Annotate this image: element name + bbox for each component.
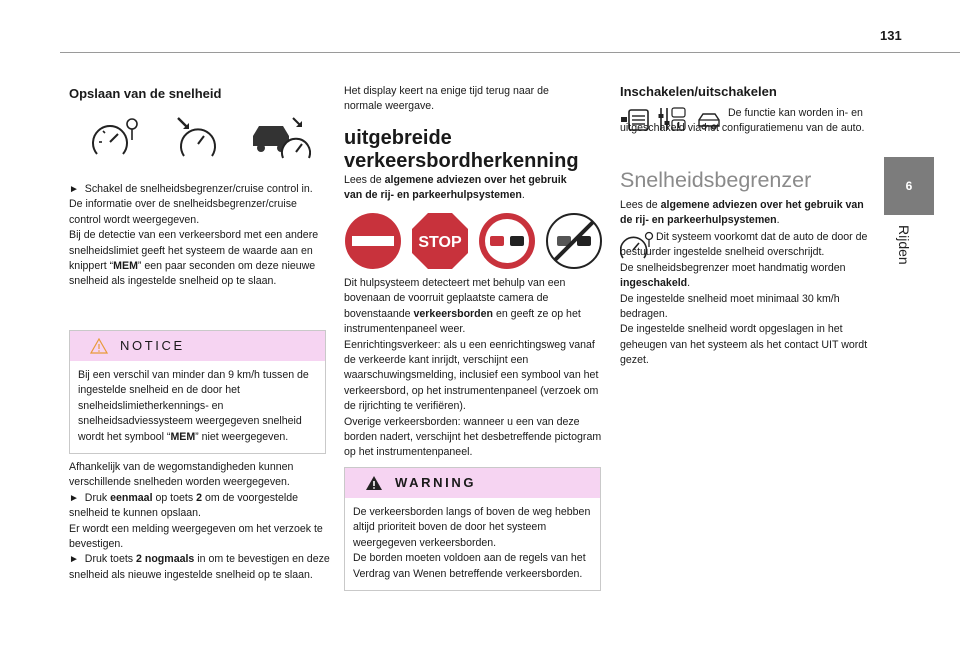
body-snelheidsbegrenzer xyxy=(620,230,882,369)
step-paragraph xyxy=(69,552,331,583)
text: op toets xyxy=(152,491,197,504)
heading-line: uitgebreide xyxy=(344,127,452,149)
arrow-icon: ► xyxy=(69,492,79,504)
paragraph: Dit systeem voorkomt dat de auto de door de bestuurder ingestelde snelheid overschrijdt. xyxy=(620,231,868,259)
notice-box xyxy=(69,330,326,454)
toggle-paragraph: De functie kan worden in- en uitgeschakeld via het configuratiemenu van de auto. xyxy=(620,107,865,135)
stop-sign-text: STOP xyxy=(418,234,462,251)
paragraph: Er wordt een melding weergegeven om het verzoek te bevestigen. xyxy=(69,522,323,551)
car-speedometer-icon xyxy=(249,116,311,160)
paragraph: De ingestelde snelheid moet minimaal 30 km/h bedragen. xyxy=(620,292,840,321)
heading-snelheidsbegrenzer: Snelheidsbegrenzer xyxy=(620,168,812,192)
text: Dit hulpsysteem detecteert met behulp van een bovenaan de voorruit geplaatste camera de bovenstaande xyxy=(344,277,566,320)
text: Lees de xyxy=(620,199,661,211)
notice-body xyxy=(70,361,325,453)
bold-text: eenmaal xyxy=(110,491,153,504)
warning-text: De borden moeten voldoen aan de regels van het Verdrag van Wenen betreffende verkeersborden. xyxy=(353,552,586,580)
text: De snelheidsbegrenzer moet handmatig worden xyxy=(620,261,846,274)
text: ” een paar seconden om deze nieuwe snelheid als ingestelde snelheid op te slaan. xyxy=(69,260,316,288)
speed-icons-row xyxy=(91,116,311,165)
stop-sign-icon xyxy=(411,212,469,270)
paragraph: Afhankelijk van de wegomstandigheden kunnen verschillende snelheden worden weergegeven. xyxy=(69,461,294,489)
paragraph: Overige verkeersborden: wanneer u een van deze borden nadert, verschijnt het desbetreffende pictogram op het instrumentenpaneel. xyxy=(344,415,602,459)
heading-line: verkeersbordherkenning xyxy=(344,150,579,172)
body-verkeersbord xyxy=(344,276,602,461)
text: . xyxy=(521,189,525,202)
heading-verkeersbord xyxy=(344,127,579,173)
text: om de voorgestelde snelheid te kunnen opslaan. xyxy=(69,491,299,520)
notice-title: NOTICE xyxy=(120,338,185,354)
paragraph xyxy=(69,228,331,290)
bold-text: ingeschakeld xyxy=(620,277,688,290)
arrow-icon: ► xyxy=(69,554,79,566)
warning-text: De verkeersborden langs of boven de weg hebben altijd prioriteit boven de door het systeem weergegeven verkeersborden. xyxy=(353,506,591,549)
reference-paragraph xyxy=(344,173,584,204)
bold-text: verkeersborden xyxy=(413,307,494,320)
paragraph: De informatie over de snelheidsbegrenzer/cruise control wordt weergegeven. xyxy=(69,198,297,226)
warning-title: WARNING xyxy=(395,475,477,491)
mem-label: MEM xyxy=(113,260,138,273)
body-afhankelijk xyxy=(69,460,331,583)
no-entry-sign-icon xyxy=(344,212,402,270)
traffic-signs-row xyxy=(344,212,603,275)
notice-header xyxy=(70,331,325,361)
step-paragraph xyxy=(69,182,331,197)
text: Druk xyxy=(84,491,111,504)
speedometer-arrow-icon xyxy=(174,116,222,160)
no-overtaking-sign-icon xyxy=(478,212,536,270)
bold-text: algemene adviezen over het gebruik van de rij- en parkeerhulpsystemen xyxy=(344,174,567,202)
text: Lees de xyxy=(344,174,385,186)
heading-inschakelen: Inschakelen/uitschakelen xyxy=(620,84,777,99)
mem-label: MEM xyxy=(170,430,196,443)
body-opslaan xyxy=(69,182,331,290)
paragraph: Het display keert na enige tijd terug naar de normale weergave. xyxy=(344,85,549,113)
heading-opslaan: Opslaan van de snelheid xyxy=(69,86,222,101)
warning-header xyxy=(345,468,600,498)
paragraph xyxy=(620,261,882,292)
end-no-overtaking-sign-icon xyxy=(545,212,603,270)
speedometer-limit-icon xyxy=(91,116,141,160)
page-number: 131 xyxy=(880,28,902,43)
chapter-tab[interactable]: 6 xyxy=(884,157,934,215)
chapter-title: Rijden xyxy=(896,225,912,265)
paragraph xyxy=(344,276,602,338)
warning-box xyxy=(344,467,601,591)
text: Bij de detectie van een verkeersbord met een andere snelheidslimiet geeft het systeem de waarde aan en knippert “ xyxy=(69,229,319,273)
paragraph: Eenrichtingsverkeer: als u een eenrichtingsweg vanaf de verkeerde kant inrijdt, verschijnt een waarschuwingsmelding, inclusief een symbool van het verkeersbord, op het instrumentenpaneel (verzoek om de rijrichting te verifiëren). xyxy=(344,338,599,413)
text: en geeft ze op het instrumentenpaneel weer. xyxy=(344,307,581,336)
text: Druk toets xyxy=(84,553,137,566)
text: . xyxy=(687,277,691,290)
notice-text xyxy=(78,368,317,445)
text: . xyxy=(776,214,780,227)
step-text: Schakel de snelheidsbegrenzer/cruise control in. xyxy=(84,183,313,195)
text: ” niet weergegeven. xyxy=(195,430,289,443)
bold-text: 2 nogmaals xyxy=(136,553,195,566)
text: Bij een verschil van minder dan 9 km/h tussen de ingestelde snelheid en de door het snelheidslimietherkennings- en snelheidsadviessysteem weergegeven snelheid wordt het symbool “ xyxy=(78,369,309,443)
warning-body xyxy=(345,498,600,590)
top-rule xyxy=(60,52,960,53)
arrow-icon: ► xyxy=(69,184,79,195)
reference-paragraph xyxy=(620,198,870,229)
notice-triangle-icon xyxy=(90,338,108,354)
bold-text: 2 xyxy=(196,491,203,504)
warning-triangle-icon xyxy=(365,475,383,491)
step-paragraph xyxy=(69,491,331,522)
text: in om te bevestigen en deze snelheid als nieuwe ingestelde snelheid op te slaan. xyxy=(69,553,330,581)
paragraph: De ingestelde snelheid wordt opgeslagen in het geheugen van het systeem als het contact UIT wordt gezet. xyxy=(620,323,868,367)
bold-text: algemene adviezen over het gebruik van de rij- en parkeerhulpsystemen xyxy=(620,199,864,227)
